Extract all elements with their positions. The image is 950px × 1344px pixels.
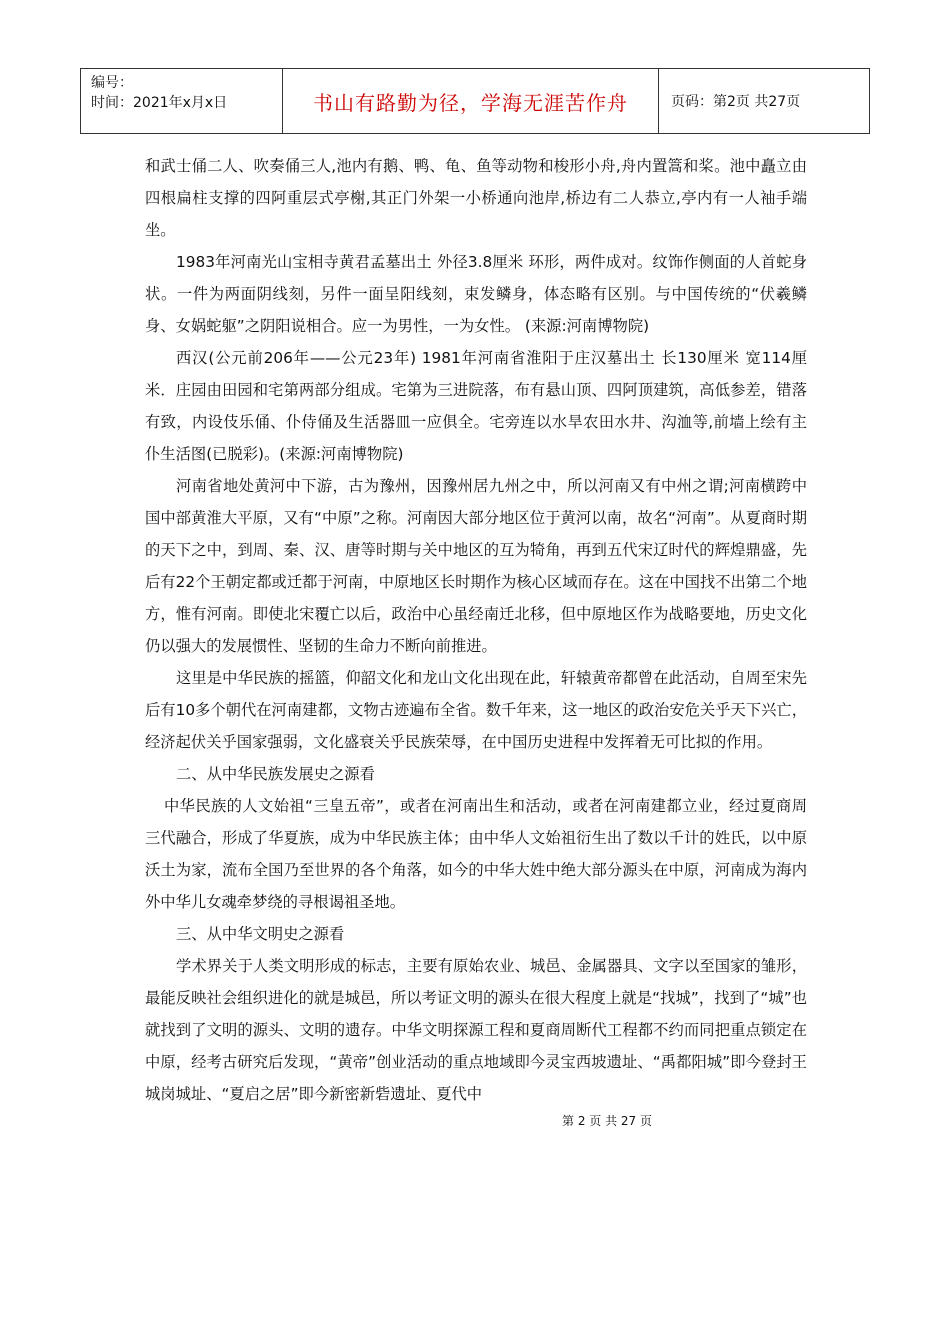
header-meta — [81, 69, 283, 133]
paragraph-4: 河南省地处黄河中下游，古为豫州，因豫州居九州之中，所以河南又有中州之谓;河南横跨中国中部黄淮大平原，又有“中原”之称。河南因大部分地区位于黄河以南，故名“河南”。从夏商时期的天下之中，到周、秦、汉、唐等时期与关中地区的互为犄角，再到五代宋辽时代的辉煌鼎盛，先后有22个王朝定都或迁都于河南，中原地区长时期作为核心区域而存在。这在中国找不出第二个地方，惟有河南。即使北宋覆亡以后，政治中心虽经南迁北移，但中原地区作为战略要地，历史文化仍以强大的发展惯性、坚韧的生命力不断向前推进。 — [145, 477, 807, 655]
paragraph-3: 西汉(公元前206年——公元23年) 1981年河南省淮阳于庄汉墓出土 长130厘米 宽114厘米．庄园由田园和宅第两部分组成。宅第为三进院落，布有悬山顶、四阿顶建筑，高低参差，错落有致，内设伎乐俑、仆侍俑及生活器皿一应俱全。宅旁连以水旱农田水井、沟洫等,前墙上绘有主仆生活图(已脱彩)。(来源:河南博物院) — [145, 349, 807, 463]
paragraph-6: 中华民族的人文始祖“三皇五帝”，或者在河南出生和活动，或者在河南建都立业，经过夏商周三代融合，形成了华夏族，成为中华民族主体；由中华人文始祖衍生出了数以千计的姓氏，以中原沃土为家，流布全国乃至世界的各个角落，如今的中华大姓中绝大部分源头在中原，河南成为海内外中华儿女魂牵梦绕的寻根谒祖圣地。 — [145, 797, 807, 911]
time-label: 时间：2021年x月x日 — [91, 95, 228, 111]
paragraph-5: 这里是中华民族的摇篮，仰韶文化和龙山文化出现在此，轩辕黄帝都曾在此活动，自周至宋先后有10多个朝代在河南建都，文物古迹遍布全省。数千年来，这一地区的政治安危关乎天下兴亡，经济起伏关乎国家强弱，文化盛衰关乎民族荣辱，在中国历史进程中发挥着无可比拟的作用。 — [145, 669, 807, 751]
header-page-label: 页码：第2页 共27页 — [671, 94, 801, 110]
document-header — [80, 68, 870, 134]
section-heading-3: 三、从中华文明史之源看 — [176, 925, 345, 943]
paragraph-1: 和武士俑二人、吹奏俑三人,池内有鹅、鸭、龟、鱼等动物和梭形小舟,舟内置篙和桨。池中矗立由四根扁柱支撑的四阿重层式亭榭,其正门外架一小桥通向池岸,桥边有二人恭立,亭内有一人袖手端坐。 — [145, 157, 807, 239]
header-motto: 书山有路勤为径，学海无涯苦作舟 — [283, 69, 659, 133]
paragraph-2: 1983年河南光山宝相寺黄君孟墓出土 外径3.8厘米 环形，两件成对。纹饰作侧面的人首蛇身状。一件为两面阴线刻，另件一面呈阳线刻，束发鳞身，体态略有区别。与中国传统的“伏羲鳞身、女娲蛇躯”之阴阳说相合。应一为男性，一为女性。 (来源:河南博物院) — [145, 253, 807, 335]
paragraph-7: 学术界关于人类文明形成的标志，主要有原始农业、城邑、金属器具、文字以至国家的雏形，最能反映社会组织进化的就是城邑，所以考证文明的源头在很大程度上就是“找城”，找到了“城”也就找到了文明的源头、文明的遗存。中华文明探源工程和夏商周断代工程都不约而同把重点锁定在中原，经考古研究后发现，“黄帝”创业活动的重点地域即今灵宝西坡遗址、“禹都阳城”即今登封王城岗城址、“夏启之居”即今新密新砦遗址、夏代中 — [145, 957, 807, 1103]
number-label: 编号： — [91, 75, 133, 91]
section-heading-2: 二、从中华民族发展史之源看 — [176, 765, 375, 783]
page-footer: 第 2 页 共 27 页 — [562, 1114, 652, 1128]
document-body — [145, 150, 807, 1110]
